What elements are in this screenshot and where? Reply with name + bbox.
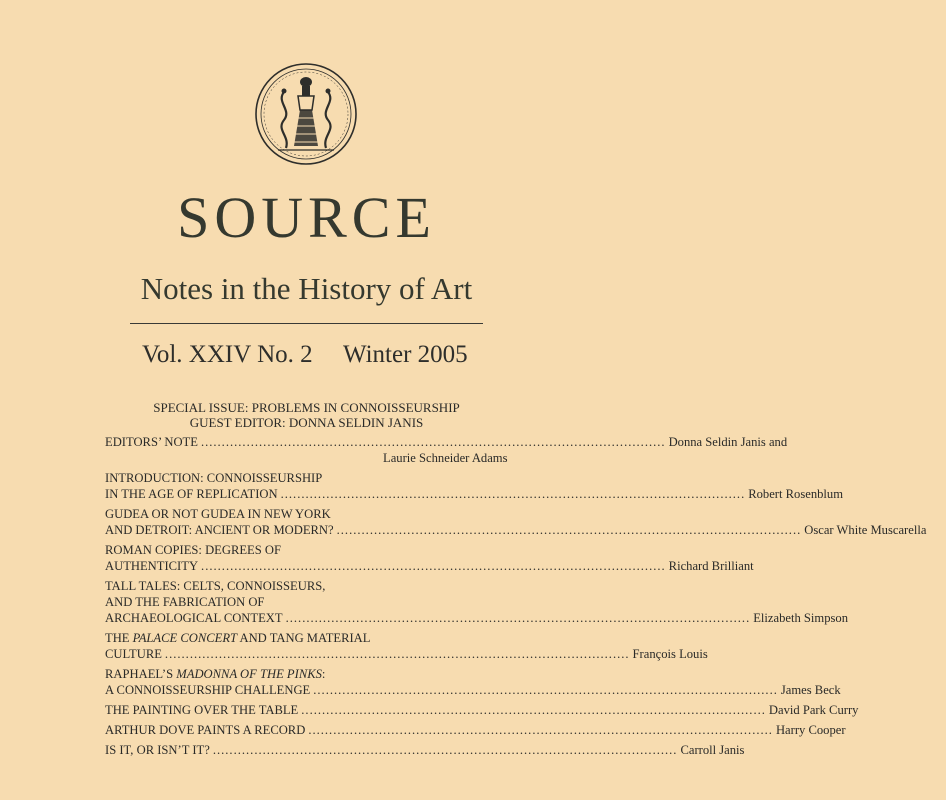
article-title: ARTHUR DOVE PAINTS A RECORD <box>105 723 306 737</box>
article-title: AND DETROIT: ANCIENT OR MODERN? <box>105 523 334 537</box>
article-author: Elizabeth Simpson <box>753 611 849 625</box>
dot-leader: ................................................................................................................ <box>308 723 773 737</box>
toc-entry <box>105 578 849 626</box>
article-title: CULTURE <box>105 647 162 661</box>
article-author: François Louis <box>632 647 708 661</box>
article-author: Donna Seldin Janis and <box>668 435 788 449</box>
article-title-line1: THE PALACE CONCERT AND TANG MATERIAL <box>105 631 371 645</box>
table-of-contents <box>105 434 927 762</box>
guest-editor-heading: GUEST EDITOR: DONNA SELDIN JANIS <box>189 415 424 430</box>
article-author: David Park Curry <box>768 703 859 717</box>
article-title-line1: ROMAN COPIES: DEGREES OF <box>105 543 281 557</box>
artwork-title: MADONNA OF THE PINKS <box>176 667 322 681</box>
article-title-line1: TALL TALES: CELTS, CONNOISSEURS, <box>105 579 326 593</box>
toc-entry <box>105 542 754 574</box>
issue-date: Winter 2005 <box>343 341 468 368</box>
article-author-line2: Laurie Schneider Adams <box>383 451 508 465</box>
article-author: James Beck <box>780 683 841 697</box>
article-author: Robert Rosenblum <box>748 487 844 501</box>
article-title-line1: RAPHAEL’S MADONNA OF THE PINKS: <box>105 667 326 681</box>
article-title: ARCHAEOLOGICAL CONTEXT <box>105 611 283 625</box>
toc-entry <box>105 470 844 502</box>
toc-entry <box>105 742 745 758</box>
toc-entry <box>105 506 927 538</box>
article-title-line2: AND THE FABRICATION OF <box>105 595 265 609</box>
dot-leader: ................................................................................................................ <box>301 703 766 717</box>
artwork-title: PALACE CONCERT <box>132 631 238 645</box>
article-title: IS IT, OR ISN’T IT? <box>105 743 210 757</box>
toc-entry <box>105 702 859 718</box>
toc-entry <box>105 666 841 698</box>
article-author: Oscar White Muscarella <box>804 523 927 537</box>
volume-number: Vol. XXIV No. 2 <box>142 341 313 368</box>
toc-entry <box>105 722 846 738</box>
special-issue-heading: SPECIAL ISSUE: PROBLEMS IN CONNOISSEURSHIP <box>153 400 460 415</box>
article-title: IN THE AGE OF REPLICATION <box>105 487 278 501</box>
article-author: Carroll Janis <box>680 743 745 757</box>
dot-leader: ................................................................................................................ <box>280 487 746 501</box>
toc-entry <box>105 630 708 662</box>
article-author: Harry Cooper <box>775 723 846 737</box>
emblem-seal <box>254 62 358 166</box>
dot-leader: ................................................................................................................ <box>313 683 778 697</box>
journal-subtitle: Notes in the History of Art <box>140 271 473 306</box>
article-title: THE PAINTING OVER THE TABLE <box>105 703 299 717</box>
article-title: AUTHENTICITY <box>105 559 199 573</box>
dot-leader: ................................................................................................................ <box>200 435 666 449</box>
dot-leader: ................................................................................................................ <box>336 523 802 537</box>
article-title-line1: INTRODUCTION: CONNOISSEURSHIP <box>105 471 323 485</box>
dot-leader: ................................................................................................................ <box>201 559 666 573</box>
title-divider <box>130 323 483 324</box>
dot-leader: ................................................................................................................ <box>212 743 678 757</box>
article-title: A CONNOISSEURSHIP CHALLENGE <box>105 683 311 697</box>
dot-leader: ................................................................................................................ <box>164 647 630 661</box>
dot-leader: ................................................................................................................ <box>285 611 751 625</box>
journal-title: SOURCE <box>177 185 436 250</box>
toc-entry <box>105 434 788 466</box>
article-title-line1: GUDEA OR NOT GUDEA IN NEW YORK <box>105 507 331 521</box>
article-title: EDITORS’ NOTE <box>105 435 198 449</box>
article-author: Richard Brilliant <box>668 559 754 573</box>
